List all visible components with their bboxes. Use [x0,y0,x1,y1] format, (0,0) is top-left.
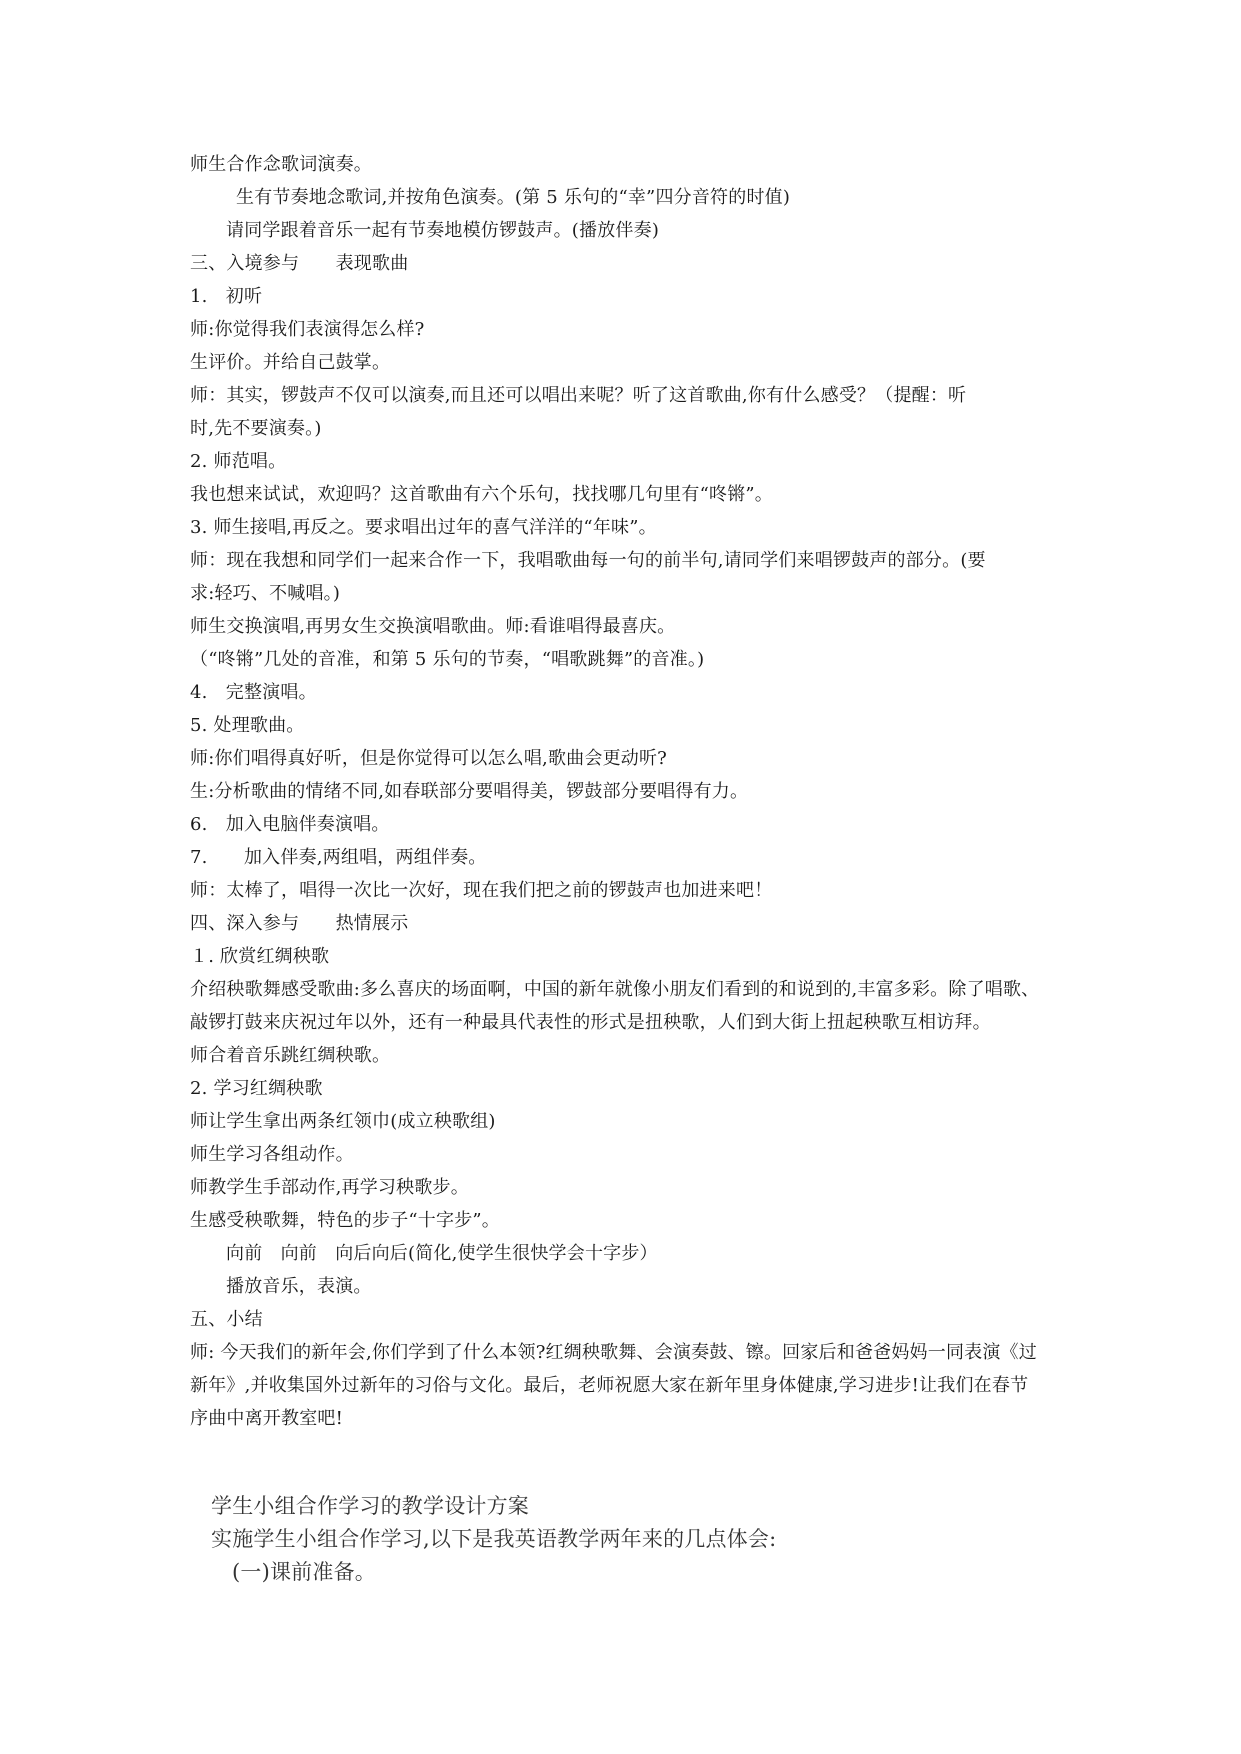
section-heading: 三、入境参与 表现歌曲 [190,253,409,274]
text-line: 师：其实，锣鼓声不仅可以演奏,而且还可以唱出来呢？听了这首歌曲,你有什么感受？（提醒：听 [190,385,967,406]
text-line: 3. 师生接唱,再反之。要求唱出过年的喜气洋洋的“年味”。 [190,517,657,538]
text-line: 1. 初听 [190,286,263,307]
text-line: 师生交换演唱,再男女生交换演唱歌曲。师:看谁唱得最喜庆。 [190,616,676,637]
text-line: 师生学习各组动作。 [190,1144,354,1165]
text-line: 敲锣打鼓来庆祝过年以外，还有一种最具代表性的形式是扭秧歌，人们到大街上扭起秧歌互相访拜。 [190,1012,991,1033]
text-line: 4. 完整演唱。 [190,682,317,703]
text-line: 时,先不要演奏。) [190,418,322,439]
text-line: 介绍秧歌舞感受歌曲:多么喜庆的场面啊，中国的新年就像小朋友们看到的和说到的,丰富多彩。除了唱歌、 [190,979,1040,1000]
text-line: 6. 加入电脑伴奏演唱。 [190,814,390,835]
text-line: 新年》,并收集国外过新年的习俗与文化。最后，老师祝愿大家在新年里身体健康,学习进步!让我们在春节 [190,1375,1029,1396]
document-title: 学生小组合作学习的教学设计方案 [211,1494,529,1518]
text-line: 播放音乐，表演。 [226,1276,372,1297]
text-line: 2. 学习红绸秧歌 [190,1078,323,1099]
text-line: 师教学生手部动作,再学习秧歌步。 [190,1177,469,1198]
text-line: 向前 向前 向后向后(简化,使学生很快学会十字步） [226,1243,658,1264]
section-heading: 五、小结 [190,1309,263,1330]
text-line: 序曲中离开教室吧! [190,1408,344,1429]
text-line: 生:分析歌曲的情绪不同,如春联部分要唱得美，锣鼓部分要唱得有力。 [190,781,749,802]
text-line: 师让学生拿出两条红领巾(成立秧歌组) [190,1111,496,1132]
section-heading: 四、深入参与 热情展示 [190,913,409,934]
text-line: 我也想来试试，欢迎吗？这首歌曲有六个乐句，找找哪几句里有“咚锵”。 [190,484,774,505]
text-line: 生评价。并给自己鼓掌。 [190,352,391,373]
text-line: 实施学生小组合作学习,以下是我英语教学两年来的几点体会: [211,1527,777,1551]
text-line: 2. 师范唱。 [190,451,287,472]
text-line: 5. 处理歌曲。 [190,715,305,736]
text-line: 生有节奏地念歌词,并按角色演奏。(第 5 乐句的“幸”四分音符的时值) [236,187,791,208]
text-line: 师:你觉得我们表演得怎么样? [190,319,425,340]
text-line: 生感受秧歌舞，特色的步子“十字步”。 [190,1210,501,1231]
text-line: １. 欣赏红绸秧歌 [190,946,330,967]
text-line: 师：太棒了，唱得一次比一次好，现在我们把之前的锣鼓声也加进来吧！ [190,880,773,901]
text-line: 请同学跟着音乐一起有节奏地模仿锣鼓声。(播放伴奏) [226,220,660,241]
text-line: 师：现在我想和同学们一起来合作一下，我唱歌曲每一句的前半句,请同学们来唱锣鼓声的部分。(要 [190,550,986,571]
text-line: 7. 加入伴奏,两组唱，两组伴奏。 [190,847,487,868]
text-line: 师合着音乐跳红绸秧歌。 [190,1045,391,1066]
text-line: 求:轻巧、不喊唱。) [190,583,341,604]
text-line: 师: 今天我们的新年会,你们学到了什么本领?红绸秧歌舞、会演奏鼓、镲。回家后和爸爸妈妈一同表演《过 [190,1342,1037,1363]
text-line: (一)课前准备。 [232,1560,376,1584]
text-line: 师生合作念歌词演奏。 [190,154,372,175]
text-line: 师:你们唱得真好听，但是你觉得可以怎么唱,歌曲会更动听? [190,748,668,769]
text-line: （“咚锵”几处的音准，和第 5 乐句的节奏，“唱歌跳舞”的音准。) [190,649,705,670]
